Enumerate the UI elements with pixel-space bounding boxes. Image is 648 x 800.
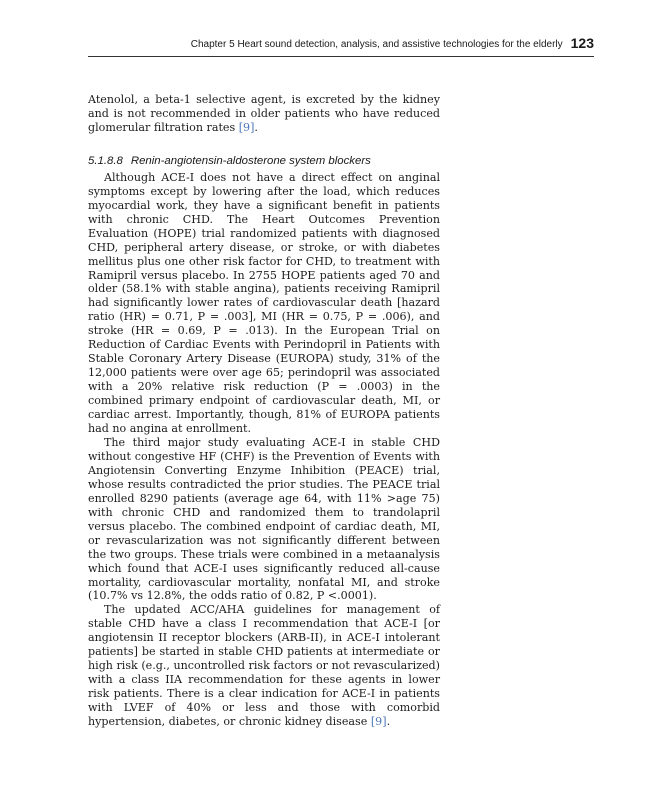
intro-text: Atenolol, a beta-1 selective agent, is excreted by the kidney and is not recommended in older patients who have reduced glomerular filtration rates bbox=[88, 93, 440, 134]
body-text bbox=[88, 93, 440, 729]
page-number: 123 bbox=[570, 35, 594, 51]
section-heading bbox=[88, 154, 440, 168]
paragraph-hope-europa: Although ACE-I does not have a direct effect on anginal symptoms except by lowering after the load, which reduces myocardial work, they have a significant benefit in patients with chronic CHD. The Heart Outcomes Prevention Evaluation (HOPE) trial randomized patients with diagnosed CHD, peripheral artery disease, or stroke, or with diabetes mellitus plus one other risk factor for CHD, to treatment with Ramipril versus placebo. In 2755 HOPE patients aged 70 and older (58.1% with stable angina), patients receiving Ramipril had significantly lower rates of cardiovascular death [hazard ratio (HR) = 0.71, P = .003], MI (HR = 0.75, P = .006), and stroke (HR = 0.69, P = .013). In the European Trial on Reduction of Cardiac Events with Perindopril in Patients with Stable Coronary Artery Disease (EUROPA) study, 31% of the 12,000 patients were over age 65; perindopril was associated with a 20% relative risk reduction (P = .0003) in the combined primary endpoint of cardiovascular death, MI, or cardiac arrest. Importantly, though, 81% of EUROPA patients had no angina at enrollment. bbox=[88, 170, 440, 436]
citation-link[interactable]: [9] bbox=[370, 715, 387, 729]
section-number: 5.1.8.8 bbox=[88, 154, 123, 167]
header-rule bbox=[88, 56, 594, 57]
guidelines-text: The updated ACC/AHA guidelines for management of stable CHD have a class I recommendation that ACE-I [or angiotensin II receptor blockers (ARB-II), in ACE-I intolerant patients] be started in stable CHD patients at intermediate or high risk (e.g., uncontrolled risk factors or not revascularized) with a class IIA recommendation for these agents in lower risk patients. There is a clear indication for ACE-I in patients with LVEF of 40% or less and those with comorbid hypertension, diabetes, or chronic kidney disease bbox=[88, 603, 440, 729]
intro-paragraph bbox=[88, 93, 440, 135]
paragraph-peace: The third major study evaluating ACE-I in stable CHD without congestive HF (CHF) is the Prevention of Events with Angiotensin Converting Enzyme Inhibition (PEACE) trial, whose results contradicted the prior studies. The PEACE trial enrolled 8290 patients (average age 64, with 11% >age 75) with chronic CHD and randomized them to trandolapril versus placebo. The combined endpoint of cardiac death, MI, or revascularization was not significantly different between the two groups. These trials were combined in a metaanalysis which found that ACE-I uses significantly reduced all-cause mortality, cardiovascular mortality, nonfatal MI, and stroke (10.7% vs 12.8%, the odds ratio of 0.82, P <.0001). bbox=[88, 435, 440, 603]
paragraph-guidelines bbox=[88, 603, 440, 729]
guidelines-trail: . bbox=[386, 715, 391, 729]
intro-trail: . bbox=[254, 120, 258, 134]
running-header bbox=[88, 34, 594, 54]
citation-link[interactable]: [9] bbox=[238, 120, 255, 134]
chapter-title: Chapter 5 Heart sound detection, analysis, and assistive technologies for the elderly bbox=[190, 39, 563, 50]
section-title: Renin-angiotensin-aldosterone system blockers bbox=[130, 154, 371, 167]
